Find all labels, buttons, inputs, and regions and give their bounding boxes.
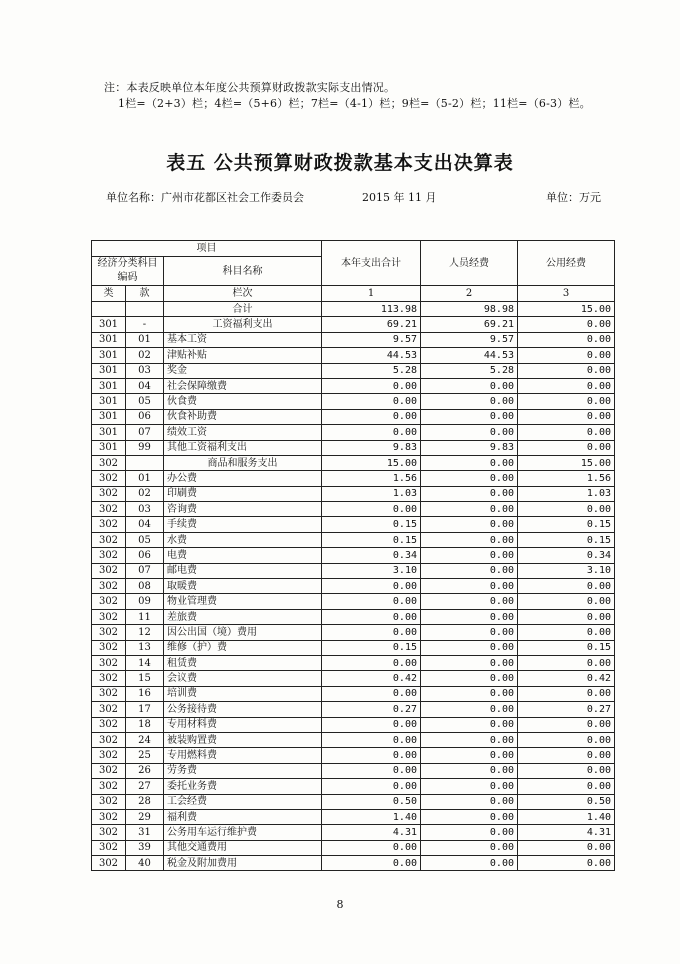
cell-kuan: 39	[126, 840, 164, 855]
cell-personnel: 98.98	[421, 302, 518, 317]
cell-personnel: 0.00	[421, 394, 518, 409]
table-row	[92, 532, 615, 547]
table-row	[92, 440, 615, 455]
cell-subject-name: 其他工资福利支出	[164, 440, 322, 455]
cell-public: 0.00	[518, 409, 615, 424]
cell-subject-name: 差旅费	[164, 609, 322, 624]
cell-public: 0.00	[518, 394, 615, 409]
table-row	[92, 702, 615, 717]
cell-subject-name: 其他交通费用	[164, 840, 322, 855]
cell-total: 44.53	[322, 348, 421, 363]
cell-lei: 302	[92, 579, 126, 594]
cell-kuan: 07	[126, 425, 164, 440]
cell-public: 0.00	[518, 732, 615, 747]
cell-kuan: 02	[126, 486, 164, 501]
cell-public: 15.00	[518, 302, 615, 317]
cell-subject-name: 被装购置费	[164, 732, 322, 747]
cell-kuan: 27	[126, 779, 164, 794]
cell-public: 0.00	[518, 440, 615, 455]
report-date: 2015 年 11 月	[362, 191, 437, 204]
cell-public: 0.00	[518, 840, 615, 855]
cell-total: 1.03	[322, 486, 421, 501]
cell-subject-name: 因公出国（境）费用	[164, 625, 322, 640]
cell-lei: 302	[92, 548, 126, 563]
cell-public: 0.00	[518, 779, 615, 794]
cell-kuan	[126, 455, 164, 470]
header-econ-code: 经济分类科目编码	[92, 257, 164, 286]
cell-kuan: 01	[126, 471, 164, 486]
cell-personnel: 5.28	[421, 363, 518, 378]
cell-public: 15.00	[518, 455, 615, 470]
cell-kuan: 06	[126, 548, 164, 563]
table-row	[92, 594, 615, 609]
cell-lei: 302	[92, 517, 126, 532]
cell-lei: 302	[92, 702, 126, 717]
cell-personnel: 0.00	[421, 779, 518, 794]
table-row	[92, 394, 615, 409]
cell-total: 1.56	[322, 471, 421, 486]
cell-lei: 302	[92, 686, 126, 701]
cell-public: 0.00	[518, 748, 615, 763]
cell-total: 0.00	[322, 748, 421, 763]
cell-lei: 302	[92, 655, 126, 670]
cell-lei: 302	[92, 486, 126, 501]
table-row	[92, 671, 615, 686]
cell-lei: 301	[92, 425, 126, 440]
cell-lei: 301	[92, 317, 126, 332]
header-row-item	[92, 241, 615, 257]
cell-subject-name: 委托业务费	[164, 779, 322, 794]
cell-subject-name: 水费	[164, 532, 322, 547]
column-formula-note: 1栏=（2+3）栏；4栏=（5+6）栏；7栏=（4-1）栏；9栏=（5-2）栏；11栏=（6-3）栏。	[118, 97, 591, 110]
table-row	[92, 378, 615, 393]
cell-total: 4.31	[322, 825, 421, 840]
cell-kuan: 40	[126, 856, 164, 871]
cell-subject-name: 培训费	[164, 686, 322, 701]
cell-personnel: 0.00	[421, 609, 518, 624]
header-item: 项目	[92, 241, 322, 257]
cell-total: 0.00	[322, 594, 421, 609]
table-row	[92, 317, 615, 332]
cell-kuan: 02	[126, 348, 164, 363]
cell-total: 0.50	[322, 794, 421, 809]
cell-lei: 301	[92, 378, 126, 393]
table-row	[92, 548, 615, 563]
cell-kuan: 05	[126, 532, 164, 547]
cell-public: 0.00	[518, 609, 615, 624]
table-row	[92, 763, 615, 778]
cell-lei: 301	[92, 363, 126, 378]
cell-kuan: 04	[126, 517, 164, 532]
cell-kuan: 01	[126, 332, 164, 347]
cell-total: 0.00	[322, 732, 421, 747]
table-row	[92, 486, 615, 501]
cell-lei: 302	[92, 779, 126, 794]
expenditure-table	[91, 240, 615, 871]
cell-personnel: 0.00	[421, 856, 518, 871]
cell-subject-name: 物业管理费	[164, 594, 322, 609]
cell-total: 0.00	[322, 409, 421, 424]
cell-personnel: 9.83	[421, 440, 518, 455]
cell-public: 0.00	[518, 763, 615, 778]
cell-personnel: 0.00	[421, 409, 518, 424]
cell-lei: 302	[92, 502, 126, 517]
cell-personnel: 0.00	[421, 794, 518, 809]
cell-subject-name: 劳务费	[164, 763, 322, 778]
cell-public: 0.50	[518, 794, 615, 809]
cell-public: 0.00	[518, 425, 615, 440]
cell-kuan: 14	[126, 655, 164, 670]
cell-subject-name: 公务接待费	[164, 702, 322, 717]
cell-subject-name: 邮电费	[164, 563, 322, 578]
cell-personnel: 0.00	[421, 717, 518, 732]
cell-lei: 302	[92, 825, 126, 840]
cell-lei: 302	[92, 455, 126, 470]
cell-lei: 302	[92, 717, 126, 732]
cell-personnel: 0.00	[421, 655, 518, 670]
cell-subject-name: 合计	[164, 302, 322, 317]
table-row	[92, 348, 615, 363]
cell-subject-name: 伙食补助费	[164, 409, 322, 424]
header-kuan: 款	[126, 286, 164, 302]
cell-kuan: 13	[126, 640, 164, 655]
cell-personnel: 0.00	[421, 840, 518, 855]
cell-lei: 301	[92, 440, 126, 455]
cell-subject-name: 社会保障缴费	[164, 378, 322, 393]
cell-kuan: 11	[126, 609, 164, 624]
table-row	[92, 517, 615, 532]
table-row	[92, 840, 615, 855]
cell-kuan: 06	[126, 409, 164, 424]
header-column-label: 栏次	[164, 286, 322, 302]
cell-total: 1.40	[322, 809, 421, 824]
cell-public: 0.00	[518, 332, 615, 347]
cell-total: 0.00	[322, 609, 421, 624]
cell-subject-name: 福利费	[164, 809, 322, 824]
cell-personnel: 0.00	[421, 532, 518, 547]
cell-subject-name: 津贴补贴	[164, 348, 322, 363]
cell-total: 3.10	[322, 563, 421, 578]
cell-personnel: 0.00	[421, 763, 518, 778]
cell-kuan: 03	[126, 502, 164, 517]
cell-total: 0.00	[322, 655, 421, 670]
cell-personnel: 0.00	[421, 671, 518, 686]
cell-total: 113.98	[322, 302, 421, 317]
table-row	[92, 732, 615, 747]
cell-kuan: 08	[126, 579, 164, 594]
cell-total: 0.00	[322, 717, 421, 732]
cell-public: 0.15	[518, 640, 615, 655]
table-row	[92, 332, 615, 347]
cell-public: 0.00	[518, 594, 615, 609]
cell-total: 0.42	[322, 671, 421, 686]
table-row	[92, 363, 615, 378]
cell-total: 0.00	[322, 625, 421, 640]
cell-kuan: 03	[126, 363, 164, 378]
cell-total: 9.83	[322, 440, 421, 455]
cell-subject-name: 印刷费	[164, 486, 322, 501]
cell-kuan: 16	[126, 686, 164, 701]
header-personnel: 人员经费	[421, 241, 518, 286]
cell-personnel: 0.00	[421, 579, 518, 594]
cell-total: 0.00	[322, 425, 421, 440]
cell-public: 1.40	[518, 809, 615, 824]
cell-kuan: 07	[126, 563, 164, 578]
cell-subject-name: 商品和服务支出	[164, 455, 322, 470]
cell-personnel: 0.00	[421, 748, 518, 763]
cell-personnel: 0.00	[421, 809, 518, 824]
cell-total: 0.00	[322, 686, 421, 701]
cell-subject-name: 基本工资	[164, 332, 322, 347]
cell-kuan: 31	[126, 825, 164, 840]
header-subject-name: 科目名称	[164, 257, 322, 286]
cell-personnel: 0.00	[421, 825, 518, 840]
cell-personnel: 0.00	[421, 732, 518, 747]
cell-lei: 302	[92, 471, 126, 486]
header-lei: 类	[92, 286, 126, 302]
cell-lei: 302	[92, 840, 126, 855]
cell-lei: 302	[92, 671, 126, 686]
cell-total: 0.00	[322, 502, 421, 517]
cell-subject-name: 专用燃料费	[164, 748, 322, 763]
cell-kuan: 18	[126, 717, 164, 732]
cell-total: 0.00	[322, 394, 421, 409]
table-row	[92, 809, 615, 824]
cell-public: 0.00	[518, 655, 615, 670]
cell-total: 0.15	[322, 517, 421, 532]
table-row	[92, 779, 615, 794]
cell-total: 0.00	[322, 579, 421, 594]
table-row	[92, 502, 615, 517]
cell-personnel: 0.00	[421, 702, 518, 717]
cell-public: 0.00	[518, 579, 615, 594]
cell-lei: 302	[92, 748, 126, 763]
cell-subject-name: 公务用车运行维护费	[164, 825, 322, 840]
cell-lei: 302	[92, 763, 126, 778]
cell-lei: 301	[92, 332, 126, 347]
cell-lei: 302	[92, 640, 126, 655]
cell-public: 0.00	[518, 625, 615, 640]
cell-total: 0.00	[322, 840, 421, 855]
cell-kuan: 17	[126, 702, 164, 717]
cell-lei: 302	[92, 532, 126, 547]
cell-subject-name: 绩效工资	[164, 425, 322, 440]
header-col-3: 3	[518, 286, 615, 302]
table-row	[92, 640, 615, 655]
cell-subject-name: 工资福利支出	[164, 317, 322, 332]
table-row	[92, 717, 615, 732]
cell-public: 0.00	[518, 717, 615, 732]
cell-subject-name: 奖金	[164, 363, 322, 378]
cell-kuan: -	[126, 317, 164, 332]
header-col-1: 1	[322, 286, 421, 302]
table-row	[92, 471, 615, 486]
cell-lei: 302	[92, 856, 126, 871]
cell-total: 0.00	[322, 856, 421, 871]
cell-total: 0.34	[322, 548, 421, 563]
cell-personnel: 0.00	[421, 425, 518, 440]
cell-total: 0.27	[322, 702, 421, 717]
cell-kuan: 26	[126, 763, 164, 778]
table-row	[92, 609, 615, 624]
cell-total: 5.28	[322, 363, 421, 378]
cell-personnel: 0.00	[421, 594, 518, 609]
cell-personnel: 0.00	[421, 548, 518, 563]
cell-total: 0.15	[322, 532, 421, 547]
table-row	[92, 686, 615, 701]
cell-public: 0.15	[518, 532, 615, 547]
cell-personnel: 0.00	[421, 563, 518, 578]
table-row	[92, 579, 615, 594]
cell-subject-name: 电费	[164, 548, 322, 563]
table-row	[92, 409, 615, 424]
cell-public: 0.00	[518, 686, 615, 701]
cell-subject-name: 会议费	[164, 671, 322, 686]
cell-kuan: 99	[126, 440, 164, 455]
cell-public: 0.00	[518, 317, 615, 332]
table-row	[92, 655, 615, 670]
cell-public: 0.00	[518, 856, 615, 871]
cell-total: 0.15	[322, 640, 421, 655]
cell-subject-name: 维修（护）费	[164, 640, 322, 655]
currency-unit: 单位：万元	[546, 191, 601, 204]
table-row	[92, 563, 615, 578]
cell-subject-name: 手续费	[164, 517, 322, 532]
cell-total: 0.00	[322, 779, 421, 794]
cell-personnel: 0.00	[421, 471, 518, 486]
cell-total: 15.00	[322, 455, 421, 470]
table-note: 注：本表反映单位本年度公共预算财政拨款实际支出情况。	[104, 81, 396, 94]
table-row	[92, 425, 615, 440]
cell-lei: 302	[92, 563, 126, 578]
table-row	[92, 748, 615, 763]
header-col-2: 2	[421, 286, 518, 302]
cell-public: 4.31	[518, 825, 615, 840]
cell-personnel: 9.57	[421, 332, 518, 347]
cell-lei: 302	[92, 609, 126, 624]
cell-subject-name: 税金及附加费用	[164, 856, 322, 871]
cell-public: 0.00	[518, 378, 615, 393]
table-row	[92, 302, 615, 317]
cell-public: 3.10	[518, 563, 615, 578]
cell-kuan: 05	[126, 394, 164, 409]
page-title: 表五 公共预算财政拨款基本支出决算表	[166, 152, 514, 174]
cell-subject-name: 伙食费	[164, 394, 322, 409]
table-row	[92, 825, 615, 840]
cell-total: 69.21	[322, 317, 421, 332]
cell-public: 0.34	[518, 548, 615, 563]
unit-name: 单位名称：广州市花都区社会工作委员会	[106, 191, 304, 204]
cell-public: 0.42	[518, 671, 615, 686]
cell-subject-name: 租赁费	[164, 655, 322, 670]
cell-subject-name: 咨询费	[164, 502, 322, 517]
cell-lei: 302	[92, 625, 126, 640]
cell-lei: 301	[92, 394, 126, 409]
cell-kuan: 04	[126, 378, 164, 393]
cell-public: 0.00	[518, 348, 615, 363]
cell-total: 9.57	[322, 332, 421, 347]
table-row	[92, 455, 615, 470]
cell-kuan: 12	[126, 625, 164, 640]
cell-kuan: 09	[126, 594, 164, 609]
cell-personnel: 0.00	[421, 378, 518, 393]
cell-personnel: 0.00	[421, 625, 518, 640]
cell-public: 1.56	[518, 471, 615, 486]
cell-lei: 302	[92, 794, 126, 809]
cell-personnel: 0.00	[421, 640, 518, 655]
table-row	[92, 794, 615, 809]
cell-subject-name: 工会经费	[164, 794, 322, 809]
cell-lei: 301	[92, 409, 126, 424]
cell-kuan: 15	[126, 671, 164, 686]
cell-lei: 302	[92, 809, 126, 824]
page-number: 8	[336, 898, 344, 911]
cell-public: 0.00	[518, 502, 615, 517]
cell-lei: 302	[92, 732, 126, 747]
header-total: 本年支出合计	[322, 241, 421, 286]
cell-total: 0.00	[322, 378, 421, 393]
table-row	[92, 625, 615, 640]
table-row	[92, 856, 615, 871]
cell-personnel: 44.53	[421, 348, 518, 363]
cell-subject-name: 取暖费	[164, 579, 322, 594]
cell-kuan: 24	[126, 732, 164, 747]
cell-personnel: 0.00	[421, 502, 518, 517]
cell-personnel: 0.00	[421, 455, 518, 470]
cell-personnel: 0.00	[421, 686, 518, 701]
cell-personnel: 69.21	[421, 317, 518, 332]
header-public: 公用经费	[518, 241, 615, 286]
cell-subject-name: 办公费	[164, 471, 322, 486]
cell-personnel: 0.00	[421, 486, 518, 501]
cell-public: 1.03	[518, 486, 615, 501]
cell-kuan: 25	[126, 748, 164, 763]
cell-lei: 302	[92, 594, 126, 609]
cell-personnel: 0.00	[421, 517, 518, 532]
cell-public: 0.27	[518, 702, 615, 717]
cell-lei: 301	[92, 348, 126, 363]
cell-total: 0.00	[322, 763, 421, 778]
cell-public: 0.15	[518, 517, 615, 532]
cell-lei	[92, 302, 126, 317]
cell-kuan	[126, 302, 164, 317]
cell-kuan: 29	[126, 809, 164, 824]
cell-kuan: 28	[126, 794, 164, 809]
cell-public: 0.00	[518, 363, 615, 378]
header-row-columns	[92, 286, 615, 302]
cell-subject-name: 专用材料费	[164, 717, 322, 732]
